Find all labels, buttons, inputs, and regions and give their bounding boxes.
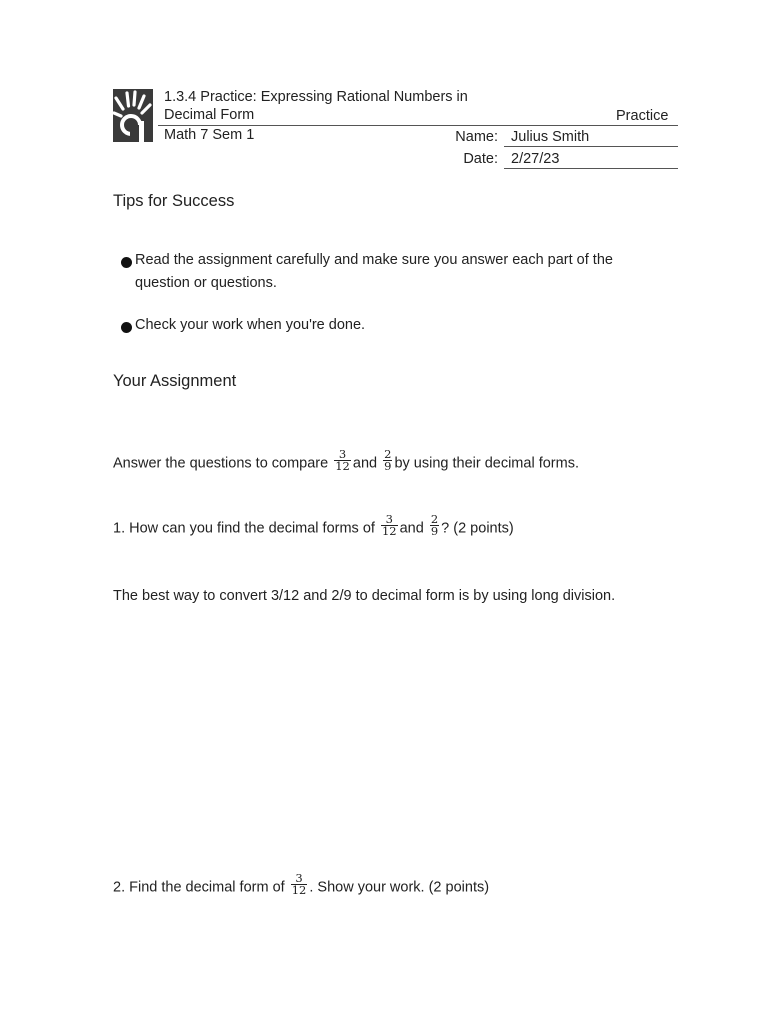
bullet-icon — [121, 257, 132, 268]
fraction-denominator: 9 — [430, 524, 439, 538]
assignment-type: Practice — [616, 108, 669, 124]
sun-bulb-logo-icon — [113, 89, 153, 142]
assignment-title-line1: 1.3.4 Practice: Expressing Rational Numbers in — [164, 89, 468, 105]
name-underline — [504, 146, 678, 147]
intro-text-after: by using their decimal forms. — [394, 455, 579, 472]
q2-text-before: 2. Find the decimal form of — [113, 879, 285, 896]
fraction-3-12 — [334, 449, 351, 472]
date-underline — [504, 168, 678, 169]
tips-heading: Tips for Success — [113, 192, 235, 210]
fraction-3-12 — [291, 873, 308, 896]
fraction-numerator: 3 — [338, 447, 347, 461]
date-label: Date: — [463, 151, 498, 167]
assignment-heading: Your Assignment — [113, 372, 237, 390]
question-1 — [113, 512, 514, 540]
q1-text-after: ? (2 points) — [441, 520, 514, 537]
q1-text-and: and — [399, 520, 424, 537]
q1-text-before: 1. How can you find the decimal forms of — [113, 520, 375, 537]
question-2 — [113, 871, 490, 899]
assignment-intro — [113, 447, 579, 475]
fraction-denominator: 12 — [381, 524, 397, 538]
fraction-numerator: 3 — [295, 871, 303, 885]
fraction-2-9 — [383, 449, 392, 472]
answer-1[interactable]: The best way to convert 3/12 and 2/9 to decimal form is by using long division. — [113, 588, 616, 604]
bullet-icon — [121, 322, 132, 333]
q2-text-after: . Show your work. (2 points) — [309, 879, 490, 896]
assignment-title-line2: Decimal Form — [164, 107, 255, 123]
fraction-denominator: 9 — [384, 459, 392, 473]
fraction-denominator: 12 — [291, 883, 307, 897]
header-divider — [158, 125, 678, 126]
fraction-3-12 — [381, 514, 398, 537]
tip-item: Check your work when you're done. — [135, 317, 366, 333]
name-field[interactable]: Julius Smith — [511, 129, 590, 145]
tip-item: Read the assignment carefully and make sure you answer each part of the question or questions. — [135, 252, 613, 291]
course-name: Math 7 Sem 1 — [164, 127, 255, 143]
date-field[interactable]: 2/27/23 — [511, 151, 560, 167]
intro-text-and: and — [352, 455, 378, 472]
fraction-numerator: 3 — [385, 512, 393, 526]
fraction-numerator: 2 — [430, 512, 439, 526]
intro-text-before: Answer the questions to compare — [113, 455, 329, 472]
fraction-2-9 — [430, 514, 439, 537]
name-label: Name: — [455, 129, 498, 145]
fraction-numerator: 2 — [384, 447, 392, 461]
fraction-denominator: 12 — [335, 459, 350, 473]
